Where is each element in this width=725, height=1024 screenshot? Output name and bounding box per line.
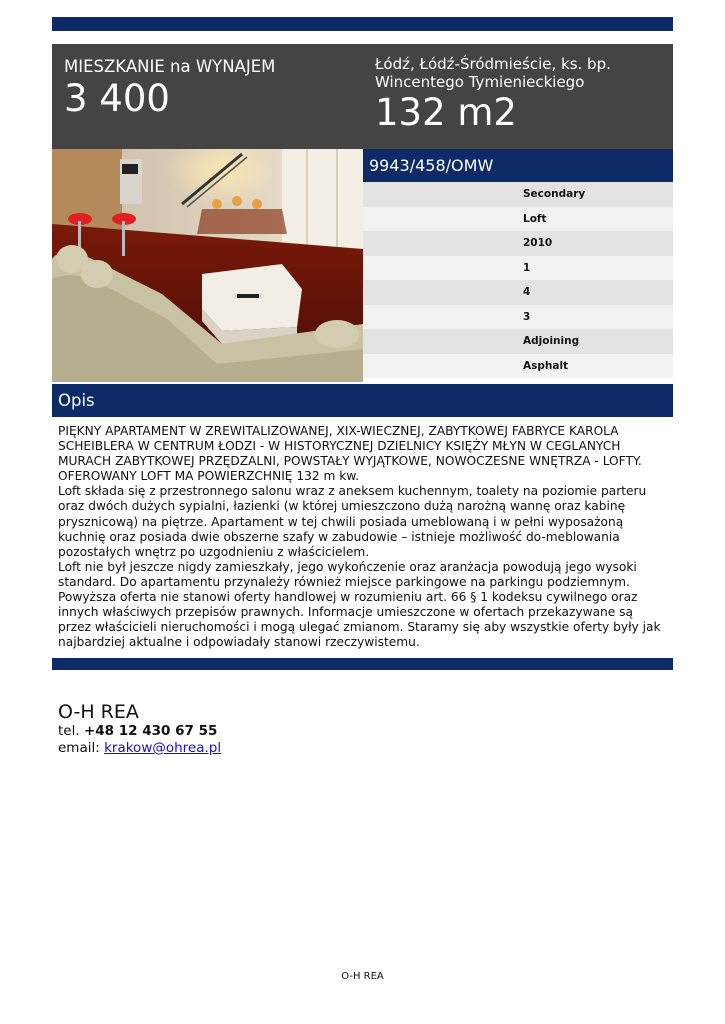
detail-row-building-type: Loft [363, 207, 673, 232]
description-paragraph: Powyższa oferta nie stanowi oferty handlowej w rozumieniu art. 66 § 1 kodeksu cywilnego oraz innych właściwych przepisów prawnych. Informacje umieszczone w ofertach przekazywane są przez właścicieli nieruchomości i mogą ulegać zmianom. Staramy się aby wszystkie oferty były jak najbardziej aktualne i odpowiadały stanowi rzeczywistemu. [58, 590, 661, 650]
phone-number: +48 12 430 67 55 [83, 723, 218, 739]
detail-row-floors: 3 [363, 305, 673, 330]
bottom-accent-bar [52, 658, 673, 670]
description-body [58, 424, 668, 650]
agency-email [58, 740, 458, 757]
description-paragraph: Loft składa się z przestronnego salonu wraz z aneksem kuchennym, toalety na poziomie parteru oraz dwóch dużych sypialni, łazienki (w której umieszczono dużą narożną wannę oraz kabinę prysznicową) na piętrze. Apartament w tej chwili posiada umeblowaną i w pełni wyposażoną kuchnię oraz posiada dwie obszerne szafy w zabudowie – istnieje możliwość do-meblowania pozostałych wnętrz po uzgodnieniu z właścicielem. [58, 484, 647, 559]
detail-row-year: 2010 [363, 231, 673, 256]
details-list [363, 182, 673, 378]
header-right [375, 55, 665, 134]
header-left [64, 56, 354, 120]
listing-header [52, 44, 673, 149]
top-accent-bar [52, 17, 673, 31]
description-paragraph: Loft nie był jeszcze nigdy zamieszkały, jego wykończenie oraz aranżacja powodują jego wysoki standard. Do apartamentu przynależy również miejsce parkingowe na parkingu podziemnym. [58, 559, 637, 589]
agency-contact [58, 701, 458, 757]
detail-row-market: Secondary [363, 182, 673, 207]
phone-label: tel. [58, 723, 84, 739]
description-paragraph: PIĘKNY APARTAMENT W ZREWITALIZOWANEJ, XIX-WIECZNEJ, ZABYTKOWEJ FABRYCE KAROLA SCHEIBLERA W CENTRUM ŁODZI - W HISTORYCZNEJ DZIELNICY KSIĘŻY MŁYN W CEGLANYCH MURACH ZABYTKOWEJ PRZĘDZALNI, POWSTAŁY WYJĄTKOWE, NOWOCZESNE WNĘTRZA - LOFTY. OFEROWANY LOFT MA POWIERZCHNIĘ 132 m kw. [58, 424, 642, 484]
email-label: email: [58, 740, 105, 756]
detail-row-kitchen: Adjoining [363, 329, 673, 354]
property-address: Łódź, Łódź-Śródmieście, ks. bp. Wincentego Tymienieckiego [375, 55, 611, 91]
page-footer: O-H REA [341, 971, 384, 982]
reference-number: 9943/458/OMW [363, 149, 673, 182]
description-heading: Opis [52, 384, 673, 417]
detail-row-floor: 1 [363, 256, 673, 281]
agency-name: O-H REA [58, 701, 139, 723]
property-area: 132 m2 [375, 91, 517, 134]
offer-price: 3 400 [64, 77, 170, 120]
email-link[interactable]: krakow@ohrea.pl [104, 740, 222, 756]
detail-row-access-road: Asphalt [363, 354, 673, 379]
offer-type: MIESZKANIE na WYNAJEM [64, 57, 276, 76]
property-photo [52, 149, 363, 382]
detail-row-rooms: 4 [363, 280, 673, 305]
agency-phone [58, 723, 458, 740]
